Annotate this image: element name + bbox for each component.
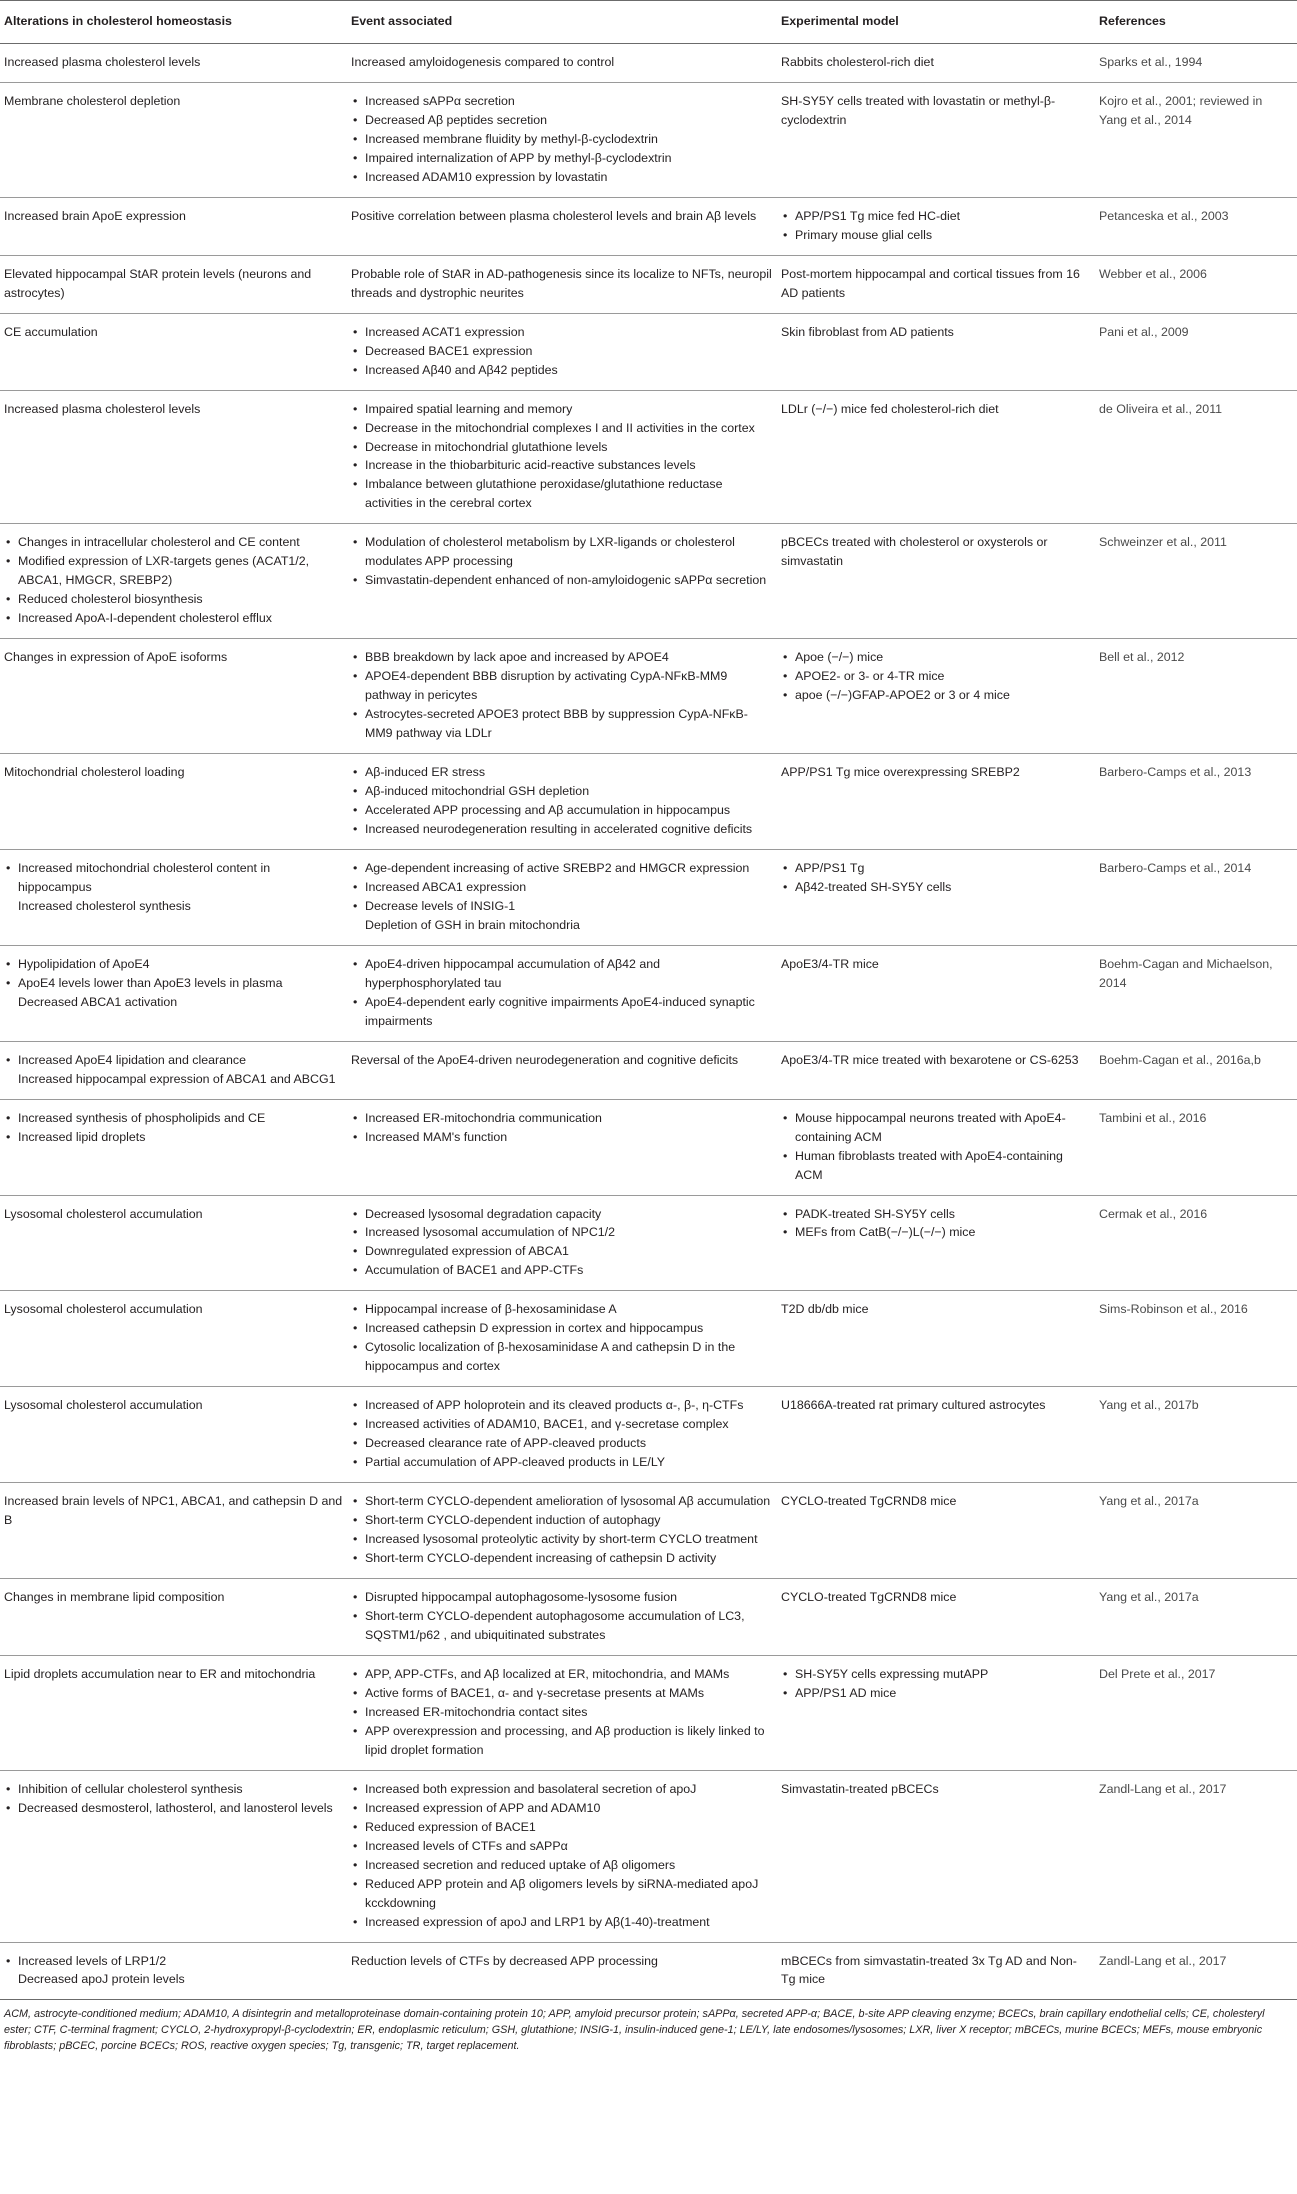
alteration-cell — [0, 1387, 347, 1483]
bullet-list — [4, 1051, 343, 1089]
bullet-item: • Impaired spatial learning and memory — [351, 400, 773, 419]
bullet-item: • Increased of APP holoprotein and its cleaved products α-, β-, η-CTFs — [351, 1396, 773, 1415]
bullet-item: • Short-term CYCLO-dependent amelioration of lysosomal Aβ accumulation — [351, 1492, 773, 1511]
bullet-item: • Simvastatin-dependent enhanced of non-amyloidogenic sAPPα secretion — [351, 571, 773, 590]
bullet-item: Increased cholesterol synthesis — [18, 898, 191, 913]
cell-text: Increased plasma cholesterol levels — [4, 54, 201, 69]
bullet-list — [351, 648, 773, 743]
event-cell — [347, 1483, 777, 1579]
bullet-item: • Apoe (−/−) mice — [781, 648, 1091, 667]
bullet-item: • Increased lipid droplets — [4, 1128, 343, 1147]
bullet-item: • Increased ABCA1 expression — [351, 878, 773, 897]
reference-cell: Tambini et al., 2016 — [1095, 1099, 1297, 1195]
bullet-item: • Reduced cholesterol biosynthesis — [4, 590, 343, 609]
cell-text: LDLr (−/−) mice fed cholesterol-rich diet — [781, 401, 999, 416]
bullet-list — [351, 400, 773, 514]
cell-text: CYCLO-treated TgCRND8 mice — [781, 1590, 957, 1604]
bullet-item: • APP/PS1 AD mice — [781, 1684, 1091, 1703]
table-row — [0, 1579, 1297, 1656]
bullet-list — [351, 1205, 773, 1281]
table-footnote: ACM, astrocyte-conditioned medium; ADAM10, A disintegrin and metalloproteinase domain-containing protein 10; APP, amyloid precursor protein; sAPPα, secreted APP-α; BACE, b-site APP cleaving enzyme; BCECs, brain capillary endothelial cells; CE, cholesteryl ester; CTF, C-terminal fragment; CYCLO, 2-hydroxypropyl-β-cyclodextrin; ER, endoplasmic reticulum; GSH, glutathione; INSIG-1, insulin-induced gene-1; LE/LY, late endosomes/lysosomes; LXR, liver X receptor; mBCECs, murine BCECs; MEFs, mouse embryonic fibroblasts; pBCEC, porcine BCECs; ROS, reactive oxygen species; Tg, transgenic; TR, target replacement. — [0, 1999, 1297, 2054]
alteration-cell — [0, 1655, 347, 1770]
event-cell — [347, 255, 777, 313]
model-cell — [777, 255, 1095, 313]
bullet-item: • MEFs from CatB(−/−)L(−/−) mice — [781, 1223, 1091, 1242]
bullet-list — [351, 92, 773, 187]
reference-cell: Zandl-Lang et al., 2017 — [1095, 1770, 1297, 1942]
bullet-item: Increased hippocampal expression of ABCA1 and ABCG1 — [18, 1071, 336, 1086]
bullet-item: • Aβ-induced ER stress — [351, 763, 773, 782]
event-cell — [347, 1291, 777, 1387]
bullet-item: • Increase in the thiobarbituric acid-reactive substances levels — [351, 456, 773, 475]
bullet-item: • Astrocytes-secreted APOE3 protect BBB by suppression CypA-NFκB-MM9 pathway via LDLr — [351, 705, 773, 743]
model-cell — [777, 197, 1095, 255]
event-cell — [347, 1655, 777, 1770]
bullet-list — [781, 648, 1091, 705]
reference-cell: Sparks et al., 1994 — [1095, 43, 1297, 82]
bullet-item: • Hypolipidation of ApoE4 — [4, 955, 343, 974]
reference-cell: Barbero-Camps et al., 2013 — [1095, 754, 1297, 850]
bullet-item: • Changes in intracellular cholesterol and CE content — [4, 533, 343, 552]
event-cell — [347, 754, 777, 850]
cell-text: Membrane cholesterol depletion — [4, 93, 181, 108]
reference-cell: Sims-Robinson et al., 2016 — [1095, 1291, 1297, 1387]
table-row — [0, 1041, 1297, 1099]
cell-text: CYCLO-treated TgCRND8 mice — [781, 1494, 957, 1509]
cell-text: Post-mortem hippocampal and cortical tissues from 16 AD patients — [781, 266, 1080, 300]
bullet-list — [781, 1205, 1091, 1243]
bullet-item: • ApoE4 levels lower than ApoE3 levels in plasma — [4, 974, 343, 993]
bullet-item: • Increased expression of APP and ADAM10 — [351, 1799, 773, 1818]
bullet-list — [4, 533, 343, 628]
bullet-item: • Age-dependent increasing of active SREBP2 and HMGCR expression — [351, 859, 773, 878]
bullet-item: • Short-term CYCLO-dependent autophagosome accumulation of LC3, SQSTM1/p62 , and ubiquitinated substrates — [351, 1607, 773, 1645]
alteration-cell — [0, 1195, 347, 1291]
reference-cell: Boehm-Cagan and Michaelson, 2014 — [1095, 945, 1297, 1041]
model-cell — [777, 82, 1095, 197]
bullet-item: • Reduced expression of BACE1 — [351, 1818, 773, 1837]
cell-text: Positive correlation between plasma cholesterol levels and brain Aβ levels — [351, 208, 757, 223]
bullet-item: • Decrease levels of INSIG-1 — [351, 897, 773, 916]
bullet-item: • Increased ADAM10 expression by lovastatin — [351, 168, 773, 187]
alteration-cell — [0, 754, 347, 850]
table-row — [0, 945, 1297, 1041]
cell-text: pBCECs treated with cholesterol or oxysterols or simvastatin — [781, 535, 1048, 569]
bullet-list — [351, 533, 773, 590]
bullet-item: Decreased apoJ protein levels — [18, 1972, 185, 1987]
alteration-cell — [0, 639, 347, 754]
reference-cell: Zandl-Lang et al., 2017 — [1095, 1942, 1297, 2000]
table-row — [0, 1291, 1297, 1387]
cell-text: Probable role of StAR in AD-pathogenesis since its localize to NFTs, neuropil threads and dystrophic neurites — [351, 266, 772, 300]
bullet-item: • Impaired internalization of APP by methyl-β-cyclodextrin — [351, 149, 773, 168]
bullet-item: • Aβ42-treated SH-SY5Y cells — [781, 878, 1091, 897]
event-cell — [347, 1942, 777, 2000]
bullet-item: • Decreased clearance rate of APP-cleaved products — [351, 1434, 773, 1453]
bullet-item: • Increased lysosomal proteolytic activity by short-term CYCLO treatment — [351, 1530, 773, 1549]
event-cell — [347, 1387, 777, 1483]
bullet-item: • Increased ACAT1 expression — [351, 323, 773, 342]
bullet-item: • Increased membrane fluidity by methyl-β-cyclodextrin — [351, 130, 773, 149]
cell-text: CE accumulation — [4, 324, 98, 339]
bullet-list — [351, 1396, 773, 1472]
table-row — [0, 524, 1297, 639]
bullet-item: • Increased expression of apoJ and LRP1 by Aβ(1-40)-treatment — [351, 1913, 773, 1932]
bullet-list — [4, 1780, 343, 1818]
table-row — [0, 1770, 1297, 1942]
alteration-cell — [0, 945, 347, 1041]
bullet-item: • Increased levels of CTFs and sAPPα — [351, 1837, 773, 1856]
table-body — [0, 43, 1297, 1999]
table-row — [0, 1099, 1297, 1195]
cell-text: Lysosomal cholesterol accumulation — [4, 1206, 203, 1221]
event-cell — [347, 524, 777, 639]
model-cell — [777, 1041, 1095, 1099]
event-cell — [347, 390, 777, 524]
event-cell — [347, 1579, 777, 1656]
table-row — [0, 1387, 1297, 1483]
alteration-cell — [0, 1291, 347, 1387]
event-cell — [347, 639, 777, 754]
bullet-item: • Aβ-induced mitochondrial GSH depletion — [351, 782, 773, 801]
bullet-item: • Decrease in the mitochondrial complexes I and II activities in the cortex — [351, 419, 773, 438]
bullet-item: • Inhibition of cellular cholesterol synthesis — [4, 1780, 343, 1799]
reference-cell: Bell et al., 2012 — [1095, 639, 1297, 754]
cell-text: Lysosomal cholesterol accumulation — [4, 1302, 203, 1317]
bullet-item: • Increased cathepsin D expression in cortex and hippocampus — [351, 1319, 773, 1338]
table-row — [0, 82, 1297, 197]
bullet-list — [781, 207, 1091, 245]
alteration-cell — [0, 524, 347, 639]
header-event: Event associated — [347, 1, 777, 44]
bullet-item: • Human fibroblasts treated with ApoE4-containing ACM — [781, 1147, 1091, 1185]
table-row — [0, 849, 1297, 945]
bullet-item: • apoe (−/−)GFAP-APOE2 or 3 or 4 mice — [781, 686, 1091, 705]
alteration-cell — [0, 255, 347, 313]
bullet-item: • Modified expression of LXR-targets genes (ACAT1/2, ABCA1, HMGCR, SREBP2) — [4, 552, 343, 590]
bullet-item: • Hippocampal increase of β-hexosaminidase A — [351, 1300, 773, 1319]
bullet-item: • Increased mitochondrial cholesterol content in hippocampus — [4, 859, 343, 897]
event-cell — [347, 849, 777, 945]
bullet-item: • Decreased lysosomal degradation capacity — [351, 1205, 773, 1224]
bullet-item: • Increased ER-mitochondria communication — [351, 1109, 773, 1128]
bullet-item: • Increased both expression and basolateral secretion of apoJ — [351, 1780, 773, 1799]
bullet-item: • Active forms of BACE1, α- and γ-secretase presents at MAMs — [351, 1684, 773, 1703]
table-row — [0, 1655, 1297, 1770]
bullet-list — [4, 955, 343, 1012]
bullet-item: • Increased ER-mitochondria contact sites — [351, 1703, 773, 1722]
alteration-cell — [0, 82, 347, 197]
reference-cell: Kojro et al., 2001; reviewed in Yang et al., 2014 — [1095, 82, 1297, 197]
bullet-item: • Modulation of cholesterol metabolism by LXR-ligands or cholesterol modulates APP processing — [351, 533, 773, 571]
cell-text: SH-SY5Y cells treated with lovastatin or methyl-β-cyclodextrin — [781, 93, 1056, 127]
bullet-item: • APP overexpression and processing, and Aβ production is likely linked to lipid droplet formation — [351, 1722, 773, 1760]
table-row — [0, 313, 1297, 390]
alteration-cell — [0, 197, 347, 255]
model-cell — [777, 313, 1095, 390]
cell-text: ApoE3/4-TR mice — [781, 956, 879, 971]
bullet-item: • Cytosolic localization of β-hexosaminidase A and cathepsin D in the hippocampus and cortex — [351, 1338, 773, 1376]
bullet-item: • ApoE4-driven hippocampal accumulation of Aβ42 and hyperphosphorylated tau — [351, 955, 773, 993]
model-cell — [777, 1770, 1095, 1942]
bullet-list — [351, 859, 773, 935]
bullet-item: • Increased levels of LRP1/2 — [4, 1952, 343, 1971]
cell-text: Simvastatin-treated pBCECs — [781, 1781, 939, 1796]
cell-text: Reversal of the ApoE4-driven neurodegeneration and cognitive deficits — [351, 1052, 739, 1067]
cell-text: Rabbits cholesterol-rich diet — [781, 54, 934, 69]
reference-cell: Schweinzer et al., 2011 — [1095, 524, 1297, 639]
bullet-item: • Increased secretion and reduced uptake of Aβ oligomers — [351, 1856, 773, 1875]
bullet-item: • Increased synthesis of phospholipids and CE — [4, 1109, 343, 1128]
bullet-item: • Primary mouse glial cells — [781, 226, 1091, 245]
bullet-item: • ApoE4-dependent early cognitive impairments ApoE4-induced synaptic impairments — [351, 993, 773, 1031]
bullet-item: • Increased MAM's function — [351, 1128, 773, 1147]
cell-text: Increased brain ApoE expression — [4, 208, 186, 223]
bullet-list — [351, 1588, 773, 1645]
cell-text: T2D db/db mice — [781, 1302, 869, 1317]
model-cell — [777, 43, 1095, 82]
cell-text: Elevated hippocampal StAR protein levels (neurons and astrocytes) — [4, 266, 312, 300]
table-row — [0, 43, 1297, 82]
bullet-item: • Decrease in mitochondrial glutathione levels — [351, 438, 773, 457]
bullet-item: • APP/PS1 Tg mice fed HC-diet — [781, 207, 1091, 226]
table-row — [0, 754, 1297, 850]
bullet-list — [351, 1492, 773, 1568]
bullet-item: • Disrupted hippocampal autophagosome-lysosome fusion — [351, 1588, 773, 1607]
bullet-item: • Increased activities of ADAM10, BACE1, and γ-secretase complex — [351, 1415, 773, 1434]
alteration-cell — [0, 43, 347, 82]
bullet-list — [351, 955, 773, 1031]
cell-text: mBCECs from simvastatin-treated 3x Tg AD and Non-Tg mice — [781, 1953, 1077, 1987]
bullet-item: • Decreased BACE1 expression — [351, 342, 773, 361]
model-cell — [777, 1195, 1095, 1291]
bullet-item: Decreased ABCA1 activation — [18, 994, 178, 1009]
cell-text: Mitochondrial cholesterol loading — [4, 765, 185, 780]
header-model: Experimental model — [777, 1, 1095, 44]
table-row — [0, 639, 1297, 754]
model-cell — [777, 639, 1095, 754]
cell-text: Increased brain levels of NPC1, ABCA1, and cathepsin D and B — [4, 1494, 343, 1528]
reference-cell: Yang et al., 2017a — [1095, 1579, 1297, 1656]
bullet-list — [351, 1665, 773, 1760]
alteration-cell — [0, 1579, 347, 1656]
bullet-item: • Increased ApoE4 lipidation and clearance — [4, 1051, 343, 1070]
bullet-item: • APP/PS1 Tg — [781, 859, 1091, 878]
cell-text: Increased amyloidogenesis compared to control — [351, 54, 615, 69]
event-cell — [347, 1195, 777, 1291]
cell-text: Skin fibroblast from AD patients — [781, 324, 954, 339]
alteration-cell — [0, 1770, 347, 1942]
table-row — [0, 197, 1297, 255]
bullet-item: • BBB breakdown by lack apoe and increased by APOE4 — [351, 648, 773, 667]
table-row — [0, 390, 1297, 524]
bullet-list — [781, 859, 1091, 897]
bullet-item: • APOE4-dependent BBB disruption by activating CypA-NFκB-MM9 pathway in pericytes — [351, 667, 773, 705]
model-cell — [777, 1291, 1095, 1387]
model-cell — [777, 1655, 1095, 1770]
bullet-list — [4, 1109, 343, 1147]
bullet-list — [781, 1665, 1091, 1703]
table-header-row — [0, 1, 1297, 44]
bullet-item: • Partial accumulation of APP-cleaved products in LE/LY — [351, 1453, 773, 1472]
cell-text: Increased plasma cholesterol levels — [4, 401, 201, 416]
cell-text: Changes in membrane lipid composition — [4, 1590, 225, 1604]
bullet-item: • Accelerated APP processing and Aβ accumulation in hippocampus — [351, 801, 773, 820]
bullet-item: • PADK-treated SH-SY5Y cells — [781, 1205, 1091, 1224]
bullet-item: • SH-SY5Y cells expressing mutAPP — [781, 1665, 1091, 1684]
alteration-cell — [0, 1942, 347, 2000]
alteration-cell — [0, 313, 347, 390]
header-alterations: Alterations in cholesterol homeostasis — [0, 1, 347, 44]
bullet-list — [351, 1780, 773, 1932]
model-cell — [777, 849, 1095, 945]
model-cell — [777, 1099, 1095, 1195]
table-row — [0, 255, 1297, 313]
event-cell — [347, 313, 777, 390]
table-row — [0, 1483, 1297, 1579]
bullet-item: Depletion of GSH in brain mitochondria — [365, 917, 580, 932]
cell-text: Changes in expression of ApoE isoforms — [4, 650, 228, 665]
model-cell — [777, 524, 1095, 639]
reference-cell: Del Prete et al., 2017 — [1095, 1655, 1297, 1770]
reference-cell: Pani et al., 2009 — [1095, 313, 1297, 390]
cell-text: APP/PS1 Tg mice overexpressing SREBP2 — [781, 765, 1020, 780]
alteration-cell — [0, 1099, 347, 1195]
table-row — [0, 1195, 1297, 1291]
bullet-item: • Downregulated expression of ABCA1 — [351, 1242, 773, 1261]
cell-text: Lipid droplets accumulation near to ER and mitochondria — [4, 1666, 316, 1681]
bullet-item: • Increased sAPPα secretion — [351, 92, 773, 111]
bullet-item: • Imbalance between glutathione peroxidase/glutathione reductase activities in the cerebral cortex — [351, 475, 773, 513]
table-row — [0, 1942, 1297, 2000]
reference-cell: Petanceska et al., 2003 — [1095, 197, 1297, 255]
header-references: References — [1095, 1, 1297, 44]
bullet-list — [4, 1952, 343, 1990]
bullet-item: • Short-term CYCLO-dependent induction of autophagy — [351, 1511, 773, 1530]
bullet-list — [351, 323, 773, 380]
reference-cell: Barbero-Camps et al., 2014 — [1095, 849, 1297, 945]
reference-cell: Yang et al., 2017a — [1095, 1483, 1297, 1579]
alteration-cell — [0, 390, 347, 524]
bullet-list — [351, 1300, 773, 1376]
bullet-item: • APOE2- or 3- or 4-TR mice — [781, 667, 1091, 686]
alteration-cell — [0, 849, 347, 945]
event-cell — [347, 82, 777, 197]
reference-cell: de Oliveira et al., 2011 — [1095, 390, 1297, 524]
bullet-item: • Accumulation of BACE1 and APP-CTFs — [351, 1261, 773, 1280]
event-cell — [347, 945, 777, 1041]
model-cell — [777, 1483, 1095, 1579]
bullet-item: • Increased ApoA-I-dependent cholesterol efflux — [4, 609, 343, 628]
bullet-list — [351, 763, 773, 839]
model-cell — [777, 754, 1095, 850]
bullet-item: • APP, APP-CTFs, and Aβ localized at ER, mitochondria, and MAMs — [351, 1665, 773, 1684]
bullet-list — [781, 1109, 1091, 1185]
bullet-item: • Increased neurodegeneration resulting in accelerated cognitive deficits — [351, 820, 773, 839]
bullet-item: • Mouse hippocampal neurons treated with ApoE4-containing ACM — [781, 1109, 1091, 1147]
bullet-list — [351, 1109, 773, 1147]
bullet-item: • Short-term CYCLO-dependent increasing of cathepsin D activity — [351, 1549, 773, 1568]
event-cell — [347, 43, 777, 82]
bullet-item: • Decreased Aβ peptides secretion — [351, 111, 773, 130]
model-cell — [777, 390, 1095, 524]
bullet-item: • Decreased desmosterol, lathosterol, and lanosterol levels — [4, 1799, 343, 1818]
model-cell — [777, 1387, 1095, 1483]
model-cell — [777, 1579, 1095, 1656]
reference-cell: Yang et al., 2017b — [1095, 1387, 1297, 1483]
cell-text: U18666A-treated rat primary cultured astrocytes — [781, 1398, 1046, 1413]
bullet-item: • Reduced APP protein and Aβ oligomers levels by siRNA-mediated apoJ kcckdowning — [351, 1875, 773, 1913]
bullet-item: • Increased Aβ40 and Aβ42 peptides — [351, 361, 773, 380]
bullet-item: • Increased lysosomal accumulation of NPC1/2 — [351, 1223, 773, 1242]
reference-cell: Webber et al., 2006 — [1095, 255, 1297, 313]
cell-text: Lysosomal cholesterol accumulation — [4, 1398, 203, 1413]
model-cell — [777, 1942, 1095, 2000]
event-cell — [347, 1770, 777, 1942]
reference-cell: Boehm-Cagan et al., 2016a,b — [1095, 1041, 1297, 1099]
alteration-cell — [0, 1483, 347, 1579]
event-cell — [347, 197, 777, 255]
event-cell — [347, 1041, 777, 1099]
cell-text: ApoE3/4-TR mice treated with bexarotene or CS-6253 — [781, 1052, 1079, 1067]
bullet-list — [4, 859, 343, 916]
reference-cell: Cermak et al., 2016 — [1095, 1195, 1297, 1291]
cell-text: Reduction levels of CTFs by decreased APP processing — [351, 1953, 658, 1968]
model-cell — [777, 945, 1095, 1041]
event-cell — [347, 1099, 777, 1195]
alteration-cell — [0, 1041, 347, 1099]
